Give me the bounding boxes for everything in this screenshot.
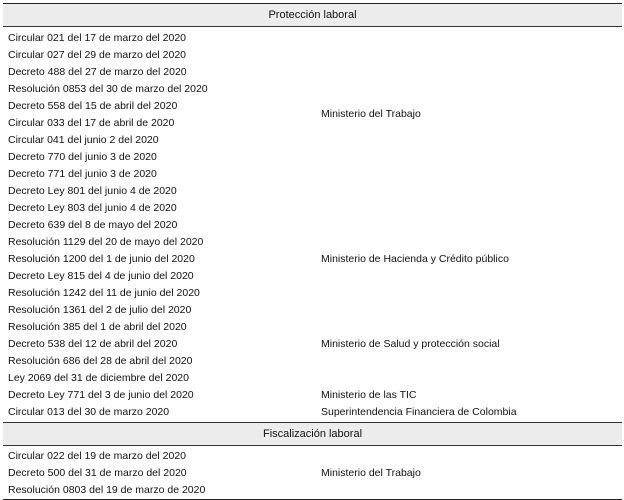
list-item: Resolución 385 del 1 de abril del 2020 <box>8 321 187 333</box>
entity-label: Ministerio del Trabajo <box>321 467 421 479</box>
list-item: Resolución 0853 del 30 de marzo del 2020 <box>8 83 208 95</box>
group-ministerio-trabajo <box>3 30 622 217</box>
entity-label: Ministerio del Trabajo <box>321 108 421 120</box>
list-item: Resolución 0803 del 19 de marzo de 2020 <box>8 484 206 496</box>
list-item: Ley 2069 del 31 de diciembre del 2020 <box>8 372 189 384</box>
list-item: Decreto Ley 771 del 3 de junio del 2020 <box>8 389 194 401</box>
entity-label: Superintendencia Financiera de Colombia <box>321 406 517 418</box>
list-item: Circular 033 del 17 de abril de 2020 <box>8 117 175 129</box>
entity-label: Ministerio de Hacienda y Crédito público <box>321 253 509 265</box>
list-item: Decreto 488 del 27 de marzo del 2020 <box>8 66 187 78</box>
group-ministerio-hacienda <box>3 217 622 319</box>
list-item: Decreto Ley 803 del junio 4 de 2020 <box>8 202 177 214</box>
section-body-fiscalizacion <box>3 446 622 500</box>
entity-label: Ministerio de Salud y protección social <box>321 338 500 350</box>
list-item: Decreto 771 del junio 3 de 2020 <box>8 168 157 180</box>
section-body-proteccion <box>3 27 622 422</box>
list-item: Circular 027 del 29 de marzo del 2020 <box>8 49 187 61</box>
list-item: Resolución 1129 del 20 de mayo del 2020 <box>8 236 204 248</box>
group-ministerio-salud <box>3 319 622 387</box>
list-item: Resolución 686 del 28 de abril del 2020 <box>8 355 193 367</box>
section-header-proteccion: Protección laboral <box>3 3 622 27</box>
section-header-fiscalizacion: Fiscalización laboral <box>3 422 622 446</box>
list-item: Resolución 1242 del 11 de junio del 2020 <box>8 287 200 299</box>
list-item: Decreto 639 del 8 de mayo del 2020 <box>8 219 178 231</box>
list-item: Circular 022 del 19 de marzo del 2020 <box>8 450 187 462</box>
list-item: Decreto 500 del 31 de marzo del 2020 <box>8 467 187 479</box>
list-item: Resolución 1361 del 2 de julio del 2020 <box>8 304 192 316</box>
list-item: Circular 041 del junio 2 del 2020 <box>8 134 159 146</box>
list-item: Circular 013 del 30 de marzo 2020 <box>8 406 170 418</box>
list-item: Decreto Ley 815 del 4 de junio del 2020 <box>8 270 194 282</box>
list-item: Decreto 770 del junio 3 de 2020 <box>8 151 157 163</box>
group-superintendencia-financiera <box>3 404 622 421</box>
group-ministerio-tic <box>3 387 622 404</box>
list-item: Circular 021 del 17 de marzo del 2020 <box>8 32 187 44</box>
list-item: Decreto 558 del 15 de abril del 2020 <box>8 100 178 112</box>
list-item: Decreto 538 del 12 de abril del 2020 <box>8 338 178 350</box>
list-item: Resolución 1200 del 1 de junio del 2020 <box>8 253 195 265</box>
group-ministerio-trabajo-fiscalizacion <box>3 448 622 499</box>
entity-label: Ministerio de las TIC <box>321 389 417 401</box>
regulations-table <box>3 3 622 500</box>
list-item: Decreto Ley 801 del junio 4 de 2020 <box>8 185 177 197</box>
